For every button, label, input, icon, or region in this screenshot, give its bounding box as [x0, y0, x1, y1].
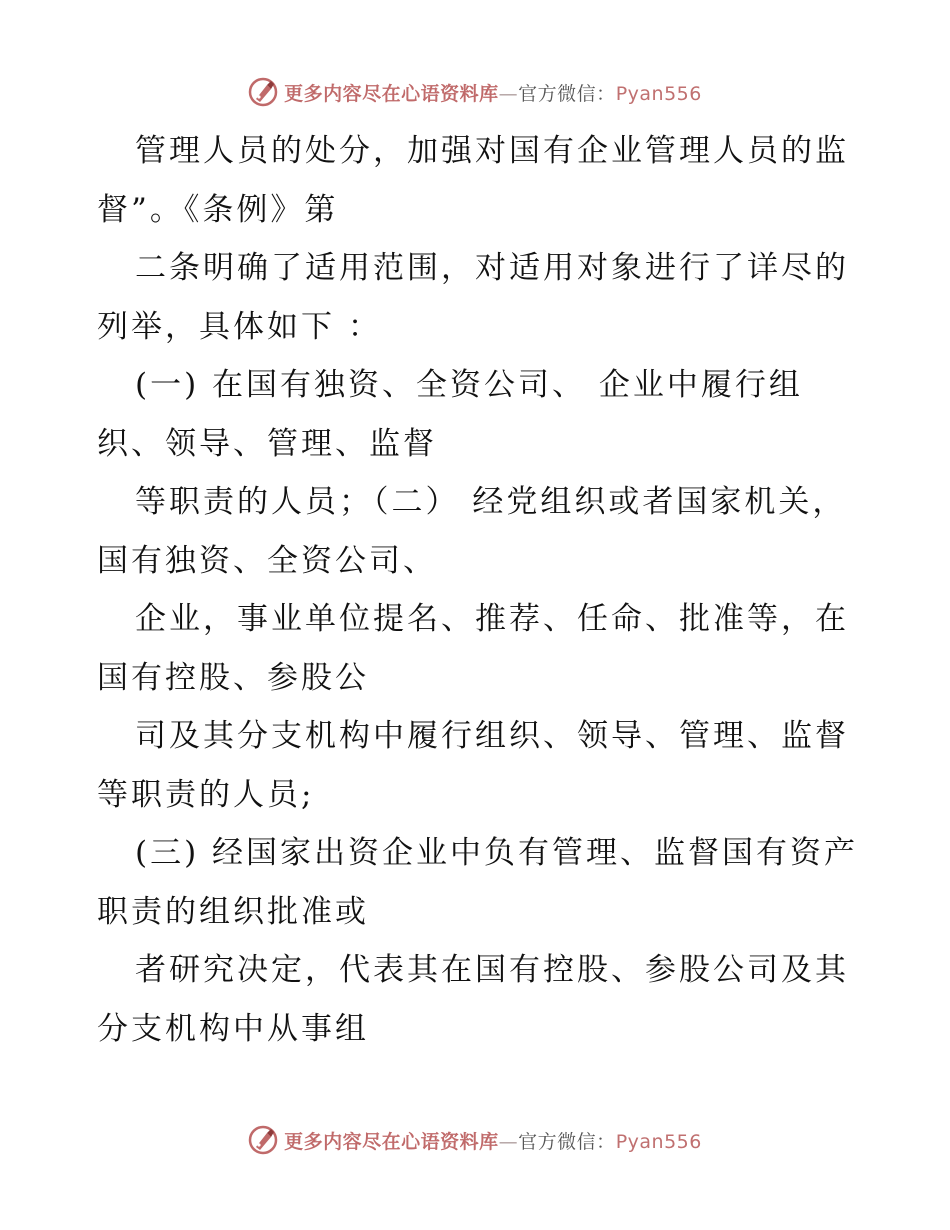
paragraph-line: 国有控股、参股公 — [97, 659, 369, 696]
banner-wechat-id: Pyan556 — [615, 1130, 702, 1153]
banner-official-label: 官方微信： — [518, 1130, 616, 1153]
paragraph-line: (一) 在国有独资、全资公司、 企业中履行组 — [135, 367, 803, 403]
banner-separator: — — [498, 82, 519, 105]
banner-official-label: 官方微信： — [518, 82, 616, 105]
paragraph-line: 分支机构中从事组 — [97, 1010, 369, 1047]
pen-nib-logo-icon — [248, 77, 278, 107]
document-body — [97, 122, 857, 1058]
banner-site-name: 更多内容尽在心语资料库 — [284, 1130, 499, 1153]
paragraph-line: 司及其分支机构中履行组织、领导、管理、监督 — [135, 718, 849, 754]
banner-text — [284, 1127, 702, 1154]
paragraph-line: 国有独资、全资公司、 — [97, 542, 437, 579]
header-banner — [0, 72, 950, 112]
paragraph-line: 督”。《条例》第 — [97, 191, 339, 228]
banner-site-name: 更多内容尽在心语资料库 — [284, 82, 499, 105]
banner-separator: — — [498, 1130, 519, 1153]
paragraph-line: 等职责的人员; — [97, 776, 315, 813]
paragraph-line: (三) 经国家出资企业中负有管理、监督国有资产 — [135, 835, 859, 871]
paragraph-line: 者研究决定，代表其在国有控股、参股公司及其 — [135, 952, 849, 988]
banner-text — [284, 79, 702, 106]
paragraph-line: 二条明确了适用范围，对适用对象进行了详尽的 — [135, 250, 849, 286]
banner-wechat-id: Pyan556 — [615, 82, 702, 105]
pen-nib-logo-icon — [248, 1125, 278, 1155]
paragraph-line: 企业，事业单位提名、推荐、任命、批准等，在 — [135, 601, 849, 637]
paragraph-line: 织、领导、管理、监督 — [97, 425, 437, 462]
paragraph-line: 职责的组织批准或 — [97, 893, 369, 930]
paragraph-line: 等职责的人员；（二） 经党组织或者国家机关， — [135, 484, 847, 520]
footer-banner — [0, 1120, 950, 1160]
paragraph-line: 管理人员的处分，加强对国有企业管理人员的监 — [135, 133, 849, 169]
paragraph-line: 列举，具体如下 ： — [97, 308, 382, 345]
